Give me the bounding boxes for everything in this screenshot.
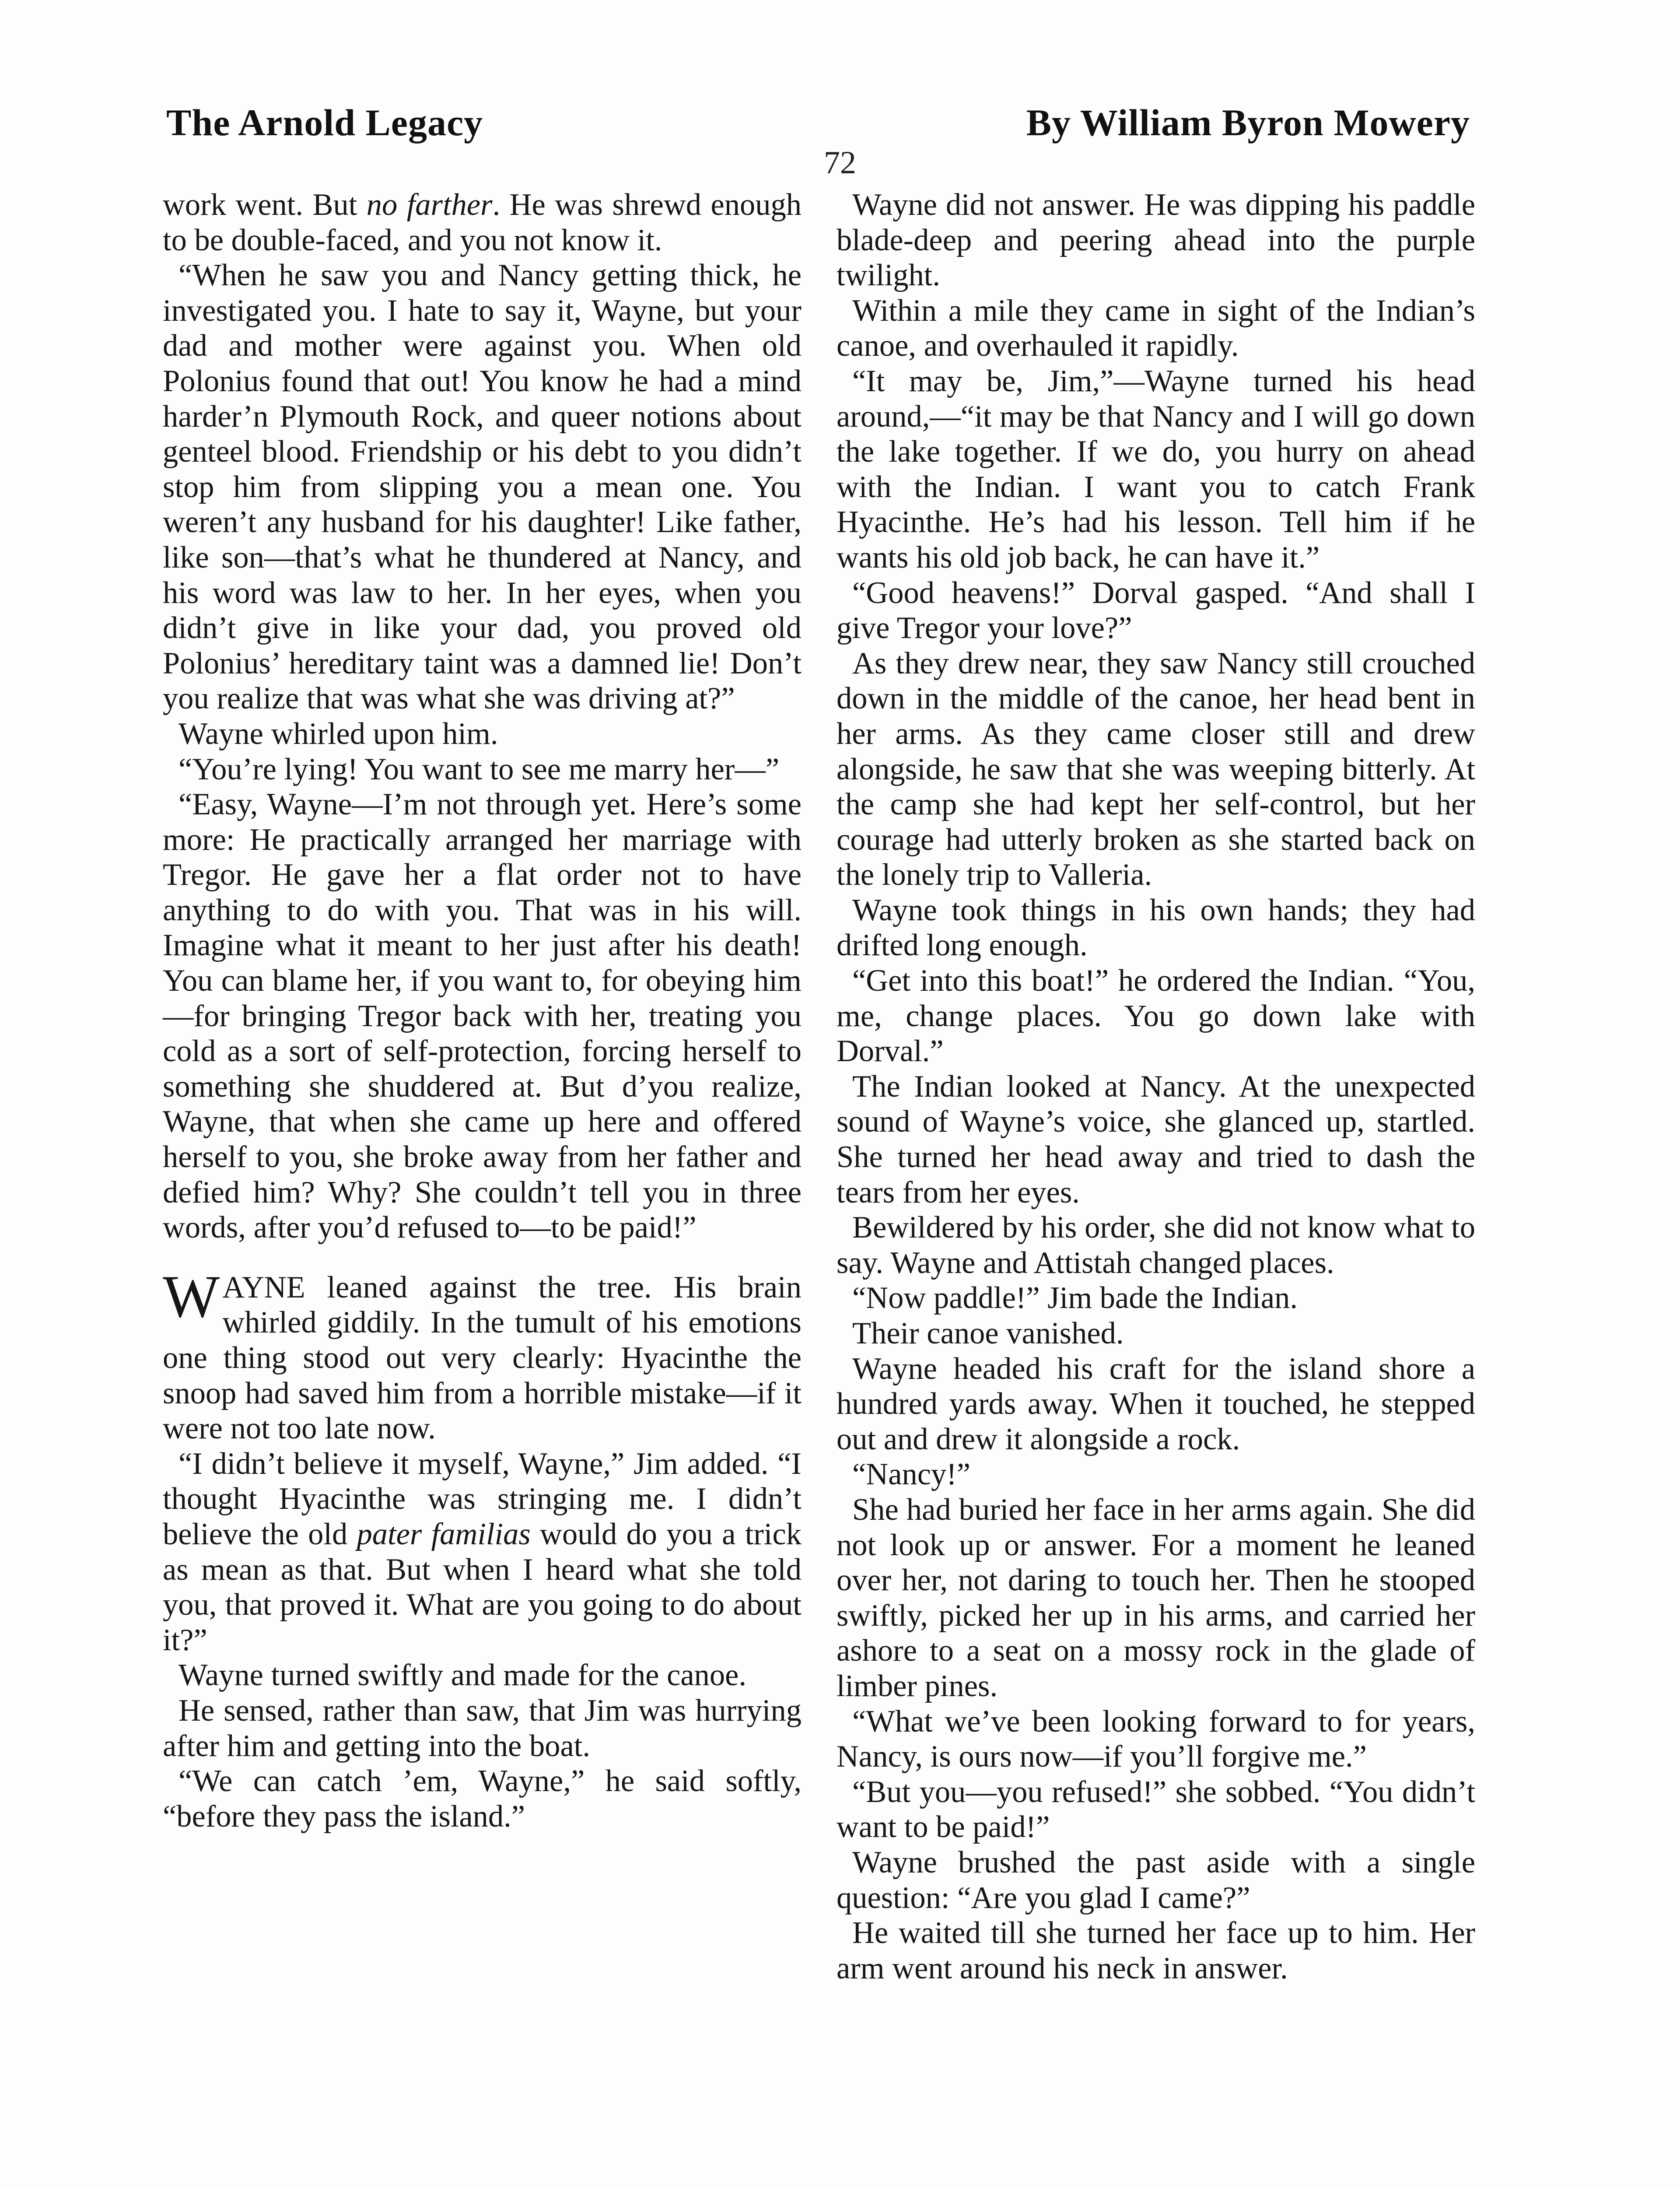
left-text-column: [163, 187, 802, 1834]
italic-text: pater familias: [357, 1517, 531, 1551]
drop-cap: W: [163, 1262, 220, 1330]
paragraph: [836, 1210, 1475, 1280]
paragraph: [836, 1704, 1475, 1774]
text-run: “You’re lying! You want to see me marry her—”: [178, 752, 780, 786]
paragraph: [836, 963, 1475, 1069]
text-run: He waited till she turned her face up to him. Her arm went around his neck in answer.: [836, 1916, 1475, 1985]
text-run: He sensed, rather than saw, that Jim was hurrying after him and getting into the boat.: [163, 1693, 802, 1763]
paragraph: [836, 187, 1475, 293]
text-run: would do you a trick as mean as that. But when I heard what she told you, that proved it. What are you going to do about it?”: [163, 1517, 802, 1657]
paragraph: [836, 1069, 1475, 1210]
paragraph: [836, 1915, 1475, 1986]
paragraph: [836, 1492, 1475, 1704]
text-run: She had buried her face in her arms again. She did not look up or answer. For a moment he leaned over her, not daring to touch her. Then he stooped swiftly, picked her up in his arms, and carried her ashore to a seat on a mossy rock in the glade of limber pines.: [836, 1492, 1475, 1703]
text-run: “Now paddle!” Jim bade the Indian.: [852, 1281, 1298, 1315]
paragraph: [163, 1446, 802, 1658]
text-run: “We can catch ’em, Wayne,” he said softly, “before they pass the island.”: [163, 1764, 802, 1834]
paragraph: [163, 1262, 802, 1446]
paragraph: [836, 893, 1475, 963]
page-number: 72: [824, 145, 856, 181]
text-run: “I didn’t believe it myself, Wayne,” Jim added. “I thought Hyacinthe was stringing me. I didn’t believe the old: [163, 1446, 802, 1551]
text-run: Wayne turned swiftly and made for the canoe.: [178, 1658, 747, 1693]
text-run: As they drew near, they saw Nancy still crouched down in the middle of the canoe, her head bent in her arms. As they came closer still and drew alongside, he saw that she was weeping bitterly. At the camp she had kept her self-control, but her courage had utterly broken as she started back on the lonely trip to Valleria.: [836, 646, 1475, 892]
story-title: The Arnold Legacy: [166, 102, 483, 144]
paragraph: [163, 1764, 802, 1834]
paragraph: [163, 258, 802, 716]
text-run: Wayne brushed the past aside with a single question: “Are you glad I came?”: [836, 1845, 1475, 1915]
text-run: “Good heavens!” Dorval gasped. “And shall I give Tregor your love?”: [836, 575, 1475, 645]
text-run: Their canoe vanished.: [852, 1316, 1124, 1350]
text-run: “But you—you refused!” she sobbed. “You didn’t want to be paid!”: [836, 1774, 1475, 1844]
text-run: Within a mile they came in sight of the Indian’s canoe, and overhauled it rapidly.: [836, 293, 1475, 363]
paragraph: [836, 1774, 1475, 1845]
text-run: Wayne did not answer. He was dipping his paddle blade-deep and peering ahead into the purple twilight.: [836, 188, 1475, 293]
text-run: AYNE leaned against the tree. His brain whirled giddily. In the tumult of his emotions one thing stood out very clearly: Hyacinthe the snoop had saved him from a horrible mistake—if it were not too late now.: [163, 1270, 802, 1446]
paragraph: [836, 293, 1475, 364]
text-run: “What we’ve been looking forward to for years, Nancy, is ours now—if you’ll forgive me.”: [836, 1704, 1475, 1774]
paragraph: [163, 1658, 802, 1693]
paragraph: [836, 1316, 1475, 1351]
paragraph: [836, 1280, 1475, 1316]
paragraph: [836, 575, 1475, 646]
text-run: “Easy, Wayne—I’m not through yet. Here’s some more: He practically arranged her marriage with Tregor. He gave her a flat order not to have anything to do with you. That was in his will. Imagine what it meant to her just after his death! You can blame her, if you want to, for obeying him—for bringing Tregor back with her, treating you cold as a sort of self-protection, forcing herself to something she shuddered at. But d’you realize, Wayne, that when she came up here and offered herself to you, she broke away from her father and defied him? Why? She couldn’t tell you in three words, after you’d refused to—to be paid!”: [163, 787, 802, 1245]
text-run: The Indian looked at Nancy. At the unexpected sound of Wayne’s voice, she glanced up, startled. She turned her head away and tried to dash the tears from her eyes.: [836, 1069, 1475, 1210]
paragraph: [836, 1845, 1475, 1915]
paragraph: [836, 1457, 1475, 1492]
page-header: [166, 101, 1470, 144]
text-run: . He was shrewd enough to be double-faced, and you not know it.: [163, 188, 802, 257]
story-byline: By William Byron Mowery: [1026, 102, 1470, 144]
paragraph: [163, 787, 802, 1245]
text-run: Bewildered by his order, she did not know what to say. Wayne and Attistah changed places.: [836, 1210, 1475, 1280]
paragraph: [163, 716, 802, 752]
text-run: “When he saw you and Nancy getting thick, he investigated you. I hate to say it, Wayne, but your dad and mother were against you. When old Polonius found that out! You know he had a mind harder’n Plymouth Rock, and queer notions about genteel blood. Friendship or his debt to you didn’t stop him from slipping you a mean one. You weren’t any husband for his daughter! Like father, like son—that’s what he thundered at Nancy, and his word was law to her. In her eyes, when you didn’t give in like your dad, you proved old Polonius’ hereditary taint was a damned lie! Don’t you realize that was what she was driving at?”: [163, 258, 802, 716]
paragraph: [836, 646, 1475, 893]
text-run: “Get into this boat!” he ordered the Indian. “You, me, change places. You go down lake with Dorval.”: [836, 964, 1475, 1069]
paragraph: [163, 187, 802, 258]
text-run: Wayne took things in his own hands; they had drifted long enough.: [836, 893, 1475, 963]
right-text-column: [836, 187, 1475, 1986]
text-run: work went. But: [163, 188, 367, 222]
paragraph: [163, 752, 802, 787]
text-run: “Nancy!”: [852, 1457, 971, 1492]
paragraph: [836, 1351, 1475, 1457]
text-run: Wayne whirled upon him.: [178, 716, 498, 751]
paragraph: [836, 364, 1475, 575]
paragraph: [163, 1693, 802, 1764]
text-run: Wayne headed his craft for the island shore a hundred yards away. When it touched, he stepped out and drew it alongside a rock.: [836, 1351, 1475, 1456]
text-run: “It may be, Jim,”—Wayne turned his head around,—“it may be that Nancy and I will go down the lake together. If we do, you hurry on ahead with the Indian. I want you to catch Frank Hyacinthe. He’s had his lesson. Tell him if he wants his old job back, he can have it.”: [836, 364, 1475, 575]
italic-text: no farther: [366, 188, 493, 222]
